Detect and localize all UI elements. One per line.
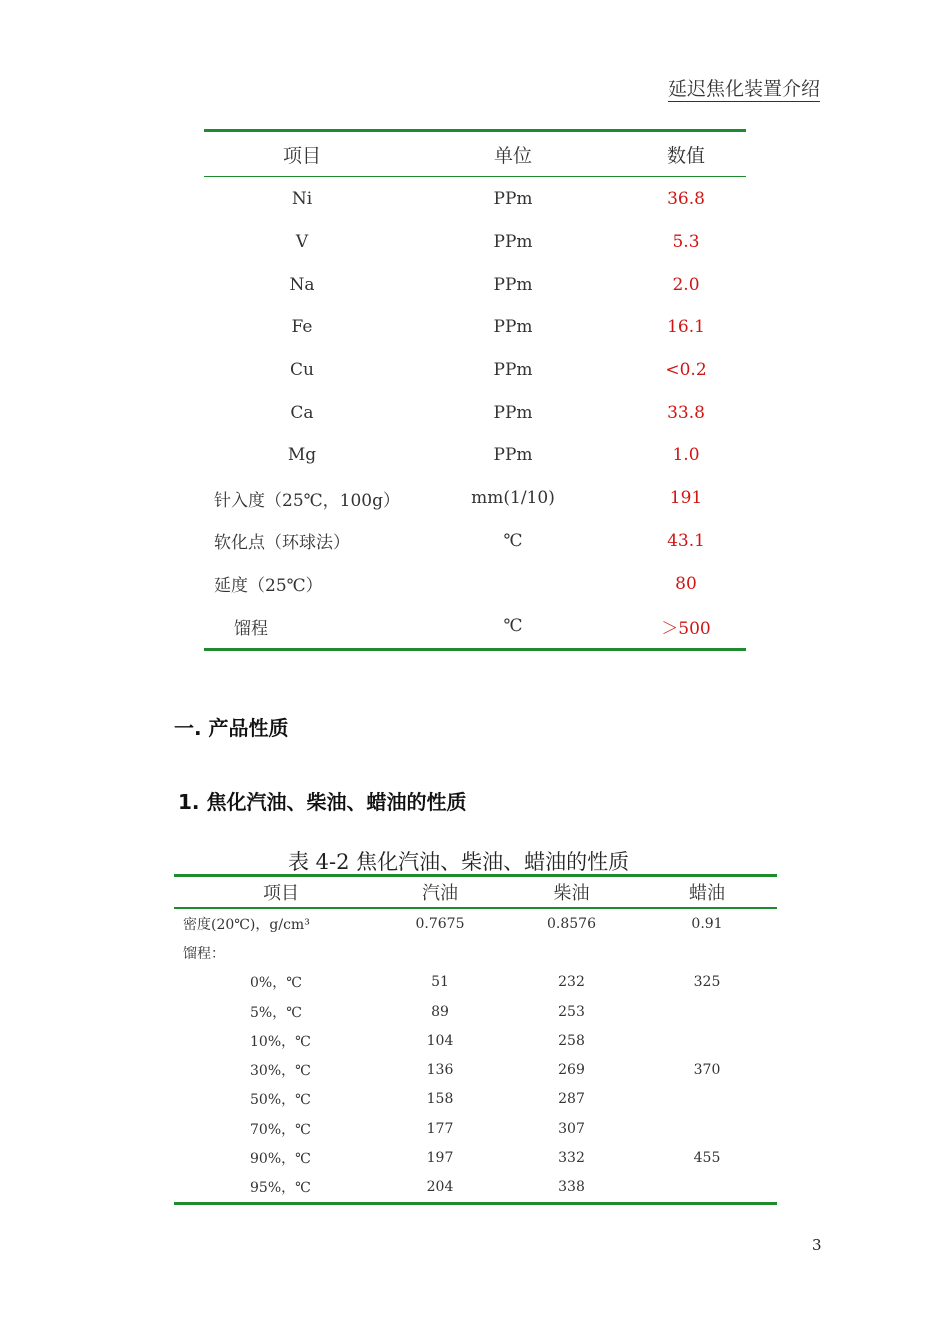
table-row (204, 263, 746, 306)
row-value: 36.8 (667, 189, 705, 210)
row-item: V (295, 232, 309, 253)
section-heading: 一. 产品性质 (174, 716, 289, 740)
row-gasoline: 89 (431, 1003, 449, 1020)
row-item: 针入度（25℃，100g） (214, 490, 400, 511)
row-value: 16.1 (667, 317, 705, 338)
row-gasoline: 51 (431, 974, 449, 991)
product-properties-table (174, 874, 777, 1205)
row-item: 10%，℃ (250, 1033, 311, 1050)
subsection-heading: 1. 焦化汽油、柴油、蜡油的性质 (178, 790, 467, 814)
row-value: 5.3 (672, 232, 700, 253)
feedstock-properties-table (204, 129, 746, 651)
row-item: 30%，℃ (250, 1063, 311, 1080)
table-row (204, 434, 746, 477)
header-wax-oil: 蜡油 (689, 883, 725, 904)
row-unit: mm(1/10) (471, 488, 555, 509)
row-item: Mg (287, 445, 317, 466)
table-row (174, 1055, 777, 1084)
row-item: 馏程： (183, 945, 225, 962)
row-item: 延度（25℃） (214, 576, 323, 597)
table-caption: 表 4-2 焦化汽油、柴油、蜡油的性质 (288, 850, 630, 874)
row-diesel: 253 (558, 1003, 585, 1020)
row-gasoline: 0.7675 (415, 915, 465, 932)
row-item: 70%，℃ (250, 1121, 311, 1138)
row-item: 5%，℃ (250, 1004, 302, 1021)
running-header: 延迟焦化装置介绍 (668, 78, 821, 100)
header-item: 项目 (263, 883, 299, 904)
row-unit: ℃ (503, 530, 523, 551)
table-bottom-rule (204, 648, 746, 651)
table-row (174, 938, 777, 967)
row-gasoline: 158 (426, 1091, 454, 1108)
row-unit: PPm (493, 317, 533, 338)
header-gasoline: 汽油 (422, 883, 458, 904)
row-diesel: 338 (558, 1179, 585, 1196)
row-value: 191 (669, 488, 703, 509)
table-row (204, 391, 746, 434)
row-diesel: 0.8576 (547, 915, 596, 932)
table-row (204, 477, 746, 520)
row-wax-oil: 0.91 (691, 915, 723, 932)
row-gasoline: 136 (426, 1062, 454, 1079)
row-unit: PPm (493, 274, 533, 295)
row-item: 95%，℃ (250, 1180, 311, 1197)
header-diesel: 柴油 (553, 883, 590, 904)
row-unit: PPm (493, 402, 533, 423)
table-row (174, 997, 777, 1026)
table-row (174, 1143, 777, 1172)
table-row (204, 306, 746, 349)
row-item: Na (289, 274, 315, 295)
row-value: <0.2 (665, 360, 707, 381)
header-value: 数值 (666, 144, 705, 167)
row-wax-oil: 325 (693, 974, 721, 991)
table-row (174, 1173, 777, 1202)
row-diesel: 258 (558, 1032, 585, 1049)
row-item: 馏程 (234, 618, 268, 639)
row-diesel: 332 (558, 1150, 585, 1167)
header-item: 项目 (282, 144, 321, 167)
row-diesel: 232 (558, 974, 585, 991)
table-row (174, 1114, 777, 1143)
row-diesel: 307 (558, 1120, 585, 1137)
row-unit: PPm (493, 445, 533, 466)
page-number: 3 (812, 1236, 822, 1254)
row-value: 33.8 (667, 402, 705, 423)
row-item: Fe (291, 317, 313, 338)
row-value: 80 (675, 573, 697, 594)
row-unit: PPm (493, 360, 533, 381)
row-item: 50%，℃ (250, 1092, 311, 1109)
row-item: 0%，℃ (250, 975, 302, 992)
table-row (204, 349, 746, 392)
row-unit: PPm (493, 189, 533, 210)
row-gasoline: 104 (426, 1032, 454, 1049)
row-item: 软化点（环球法） (214, 533, 350, 554)
table-row (204, 605, 746, 648)
table-row (174, 1026, 777, 1055)
row-item: Ca (290, 402, 314, 423)
row-wax-oil: 455 (693, 1150, 721, 1167)
table-row (204, 221, 746, 264)
table-header-row (174, 877, 777, 907)
row-diesel: 269 (558, 1062, 585, 1079)
row-item: 密度(20℃)，g/cm³ (183, 916, 310, 933)
row-value: ＞500 (661, 618, 711, 639)
table-row (174, 968, 777, 997)
table-row (174, 1085, 777, 1114)
table-header-row (204, 132, 746, 176)
row-value: 1.0 (672, 445, 700, 466)
table-row (204, 562, 746, 605)
row-diesel: 287 (558, 1091, 585, 1108)
row-value: 2.0 (672, 274, 700, 295)
row-item: Cu (290, 360, 314, 381)
row-wax-oil: 370 (693, 1062, 721, 1079)
row-unit: PPm (493, 232, 533, 253)
table-row (174, 909, 777, 938)
row-value: 43.1 (667, 530, 705, 551)
header-unit: 单位 (493, 144, 532, 167)
row-gasoline: 204 (426, 1179, 454, 1196)
row-gasoline: 177 (426, 1120, 454, 1137)
table-row (204, 520, 746, 563)
row-gasoline: 197 (426, 1150, 454, 1167)
row-item: Ni (291, 189, 313, 210)
row-item: 90%，℃ (250, 1151, 311, 1168)
table-row (204, 178, 746, 221)
row-unit: ℃ (503, 616, 523, 637)
table-bottom-rule (174, 1202, 777, 1205)
